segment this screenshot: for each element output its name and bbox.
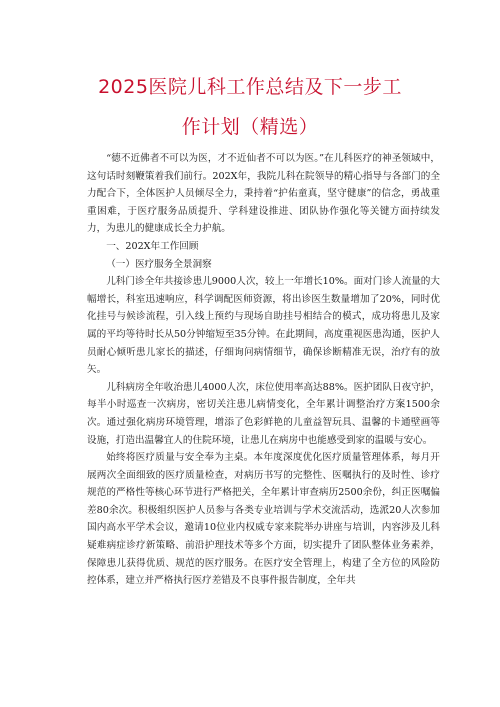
outpatient-paragraph: 儿科门诊全年共接诊患儿9000人次，较上一年增长10%。面对门诊人流量的大幅增长，科室迅速响应，科学调配医师资源，将出诊医生数量增加了20%，同时优化挂号与候诊流程，引入线上预约与现场自助挂号相结合的模式，成功将患儿及家属的平均等待时长从50分钟缩短至35分钟。在此期间，高度重视医患沟通，医护人员耐心倾听患儿家长的描述，仔细询问病情细节，确保诊断精准无误，治疗有的放矢。 (87, 276, 440, 376)
inpatient-paragraph: 儿科病房全年收治患儿4000人次，床位使用率高达88%。医护团队日夜守护，每半小时巡查一次病房，密切关注患儿病情变化，全年累计调整治疗方案1500余次。通过强化病房环境管理，增添了色彩鲜艳的儿童益智玩具、温馨的卡通壁画等设施，打造出温馨宜人的住院环境，让患儿在病房中也能感受到家的温暖与安心。 (87, 381, 440, 446)
document-title-line-2: 作计划（精选） (181, 116, 319, 138)
section-heading: 一、202X年工作回顾 (106, 240, 199, 252)
document-body (87, 150, 440, 590)
quality-paragraph: 始终将医疗质量与安全奉为主桌。本年度深度优化医疗质量管理体系，每月开展两次全面细致的医疗质量检查，对病历书写的完整性、医嘱执行的及时性、诊疗规范的严格性等核心环节进行严格把关，全年累计审查病历2500余份，纠正医嘱偏差80余次。积极组织医护人员参与各类专业培训与学术交流活动，选派20人次参加国内高水平学术会议，邀请10位业内权威专家来院举办讲座与培训，内容涉及儿科疑难病症诊疗新策略、前沿护理技术等多个方面，切实提升了团队整体业务素养，保障患儿获得优质、规范的医疗服务。在医疗安全管理上，构建了全方位的风险防控体系，建立并严格执行医疗差错及不良事件报告制度，全年共 (87, 452, 440, 587)
subsection-heading: （一）医疗服务全景洞察 (106, 258, 212, 270)
intro-paragraph: “德不近佛者不可以为医，才不近仙者不可以为医。”在儿科医疗的神圣领域中，这句话时刻鞭策着我们前行。202X年，我院儿科在院领导的精心指导与各部门的全力配合下，全体医护人员倾尽全力，秉持着“护佑童真，坚守健康”的信念，勇战重重困难，于医疗服务品质提升、学科建设推进、团队协作强化等关键方面持续发力，为患儿的健康成长全力护航。 (87, 153, 440, 235)
document-title-line-1: 2025医院儿科工作总结及下一步工 (98, 76, 402, 98)
